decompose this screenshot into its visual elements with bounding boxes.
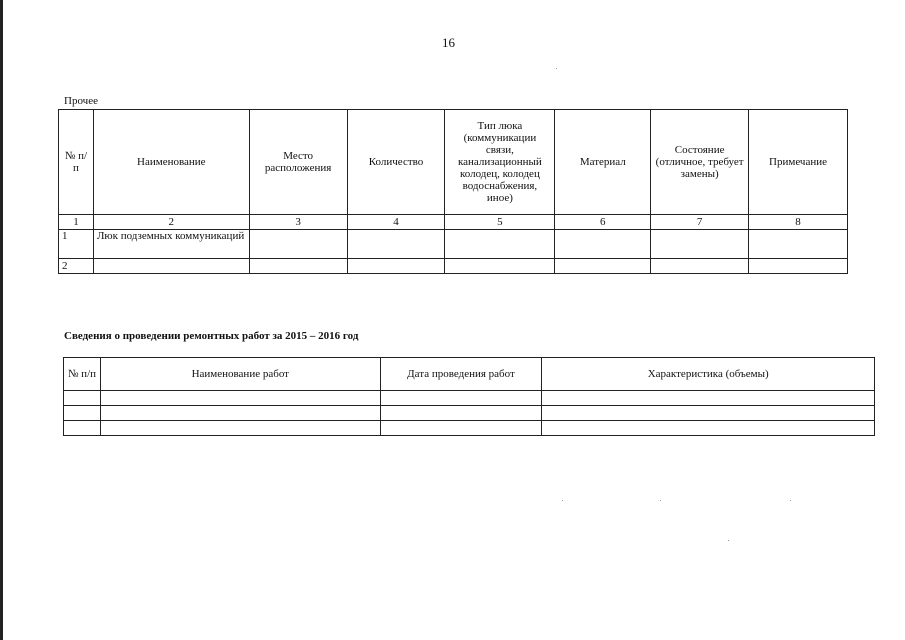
table-cell: 2 (59, 259, 94, 274)
header-note: Примечание (749, 110, 848, 215)
table-header-row (64, 358, 875, 391)
table-cell (749, 259, 848, 274)
column-number: 7 (651, 215, 749, 230)
column-number: 4 (347, 215, 445, 230)
table-cell (64, 406, 101, 421)
page-number: 16 (442, 35, 455, 50)
table-cell: Люк подземных коммуникаций (93, 230, 249, 259)
scan-speck (562, 500, 563, 501)
table-cell (445, 259, 555, 274)
table-header-row (59, 110, 848, 215)
column-number: 5 (445, 215, 555, 230)
manholes-table (58, 109, 848, 274)
header-name: Наименование (93, 110, 249, 215)
header-quantity: Количество (347, 110, 445, 215)
table-cell (555, 230, 651, 259)
header-material: Материал (555, 110, 651, 215)
header-condition: Состояние (отличное, требует замены) (651, 110, 749, 215)
table-cell (542, 391, 875, 406)
table-row (59, 230, 848, 259)
table-cell (651, 259, 749, 274)
table-cell (249, 259, 347, 274)
page-left-edge (0, 0, 3, 640)
header-number: № п/п (59, 110, 94, 215)
table-cell (445, 230, 555, 259)
scan-speck (790, 500, 791, 501)
table-cell (380, 406, 542, 421)
header-characteristics: Характеристика (объемы) (542, 358, 875, 391)
table-cell (347, 230, 445, 259)
table-cell (542, 406, 875, 421)
table-row (64, 391, 875, 406)
repair-works-table (63, 357, 875, 436)
header-location: Место расположения (249, 110, 347, 215)
section-label-other: Прочее (64, 95, 98, 107)
table-row (59, 259, 848, 274)
repair-works-title: Сведения о проведении ремонтных работ за 2015 – 2016 год (64, 330, 359, 342)
table-cell (100, 421, 380, 436)
table-row (64, 421, 875, 436)
header-work-name: Наименование работ (100, 358, 380, 391)
table-cell (249, 230, 347, 259)
table-cell (542, 421, 875, 436)
scan-speck (660, 500, 661, 501)
table-cell (64, 391, 101, 406)
header-hatch-type: Тип люка (коммуникации связи, канализационный колодец, колодец водоснабжения, иное) (445, 110, 555, 215)
header-work-date: Дата проведения работ (380, 358, 542, 391)
column-number: 1 (59, 215, 94, 230)
table-cell (749, 230, 848, 259)
column-number: 6 (555, 215, 651, 230)
table-cell (380, 391, 542, 406)
scan-speck (728, 540, 729, 541)
table-cell (651, 230, 749, 259)
column-number: 2 (93, 215, 249, 230)
table-cell (380, 421, 542, 436)
header-number: № п/п (64, 358, 101, 391)
scan-speck (556, 68, 557, 69)
table-row (64, 406, 875, 421)
table-cell (100, 391, 380, 406)
table-cell (64, 421, 101, 436)
table-cell (100, 406, 380, 421)
table-cell (347, 259, 445, 274)
table-cell: 1 (59, 230, 94, 259)
column-number: 3 (249, 215, 347, 230)
column-number-row (59, 215, 848, 230)
table-cell (93, 259, 249, 274)
table-cell (555, 259, 651, 274)
column-number: 8 (749, 215, 848, 230)
